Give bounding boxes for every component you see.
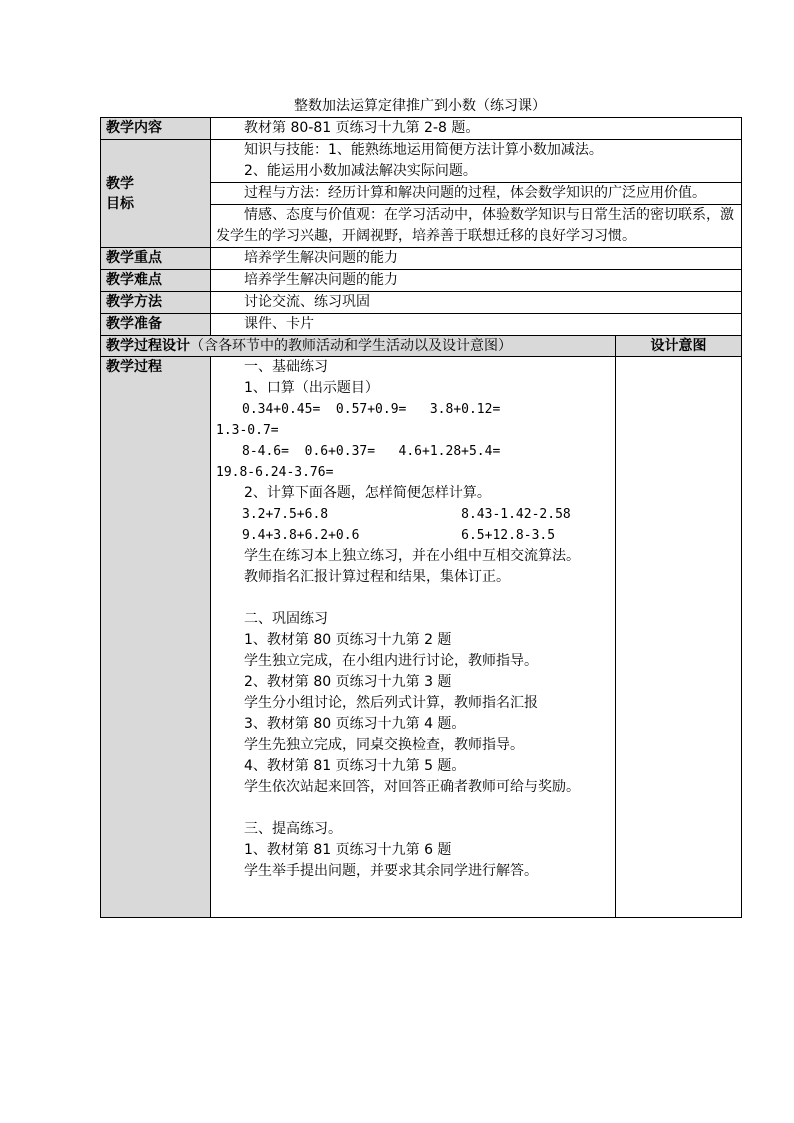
label-method: 教学方法 [101, 292, 211, 314]
value-process: 一、基础练习 1、口算（出示题目） 0.34+0.45= 0.57+0.9= 3.8+0.12= 1.3-0.7= 8-4.6= 0.6+0.37= 4.6+1.28+5.4= 19.8-6.24-3.76= 2、计算下面各题，怎样简便怎样计算。 3.2+7.5+6.8 8.43-1.42-2.58 9.4+3.8+6.2+0.6 6.5+12.8-3.5 学生在练习本上独立练习，并在小组中互相交流算法。 教师指名汇报计算过程和结果，集体订正。 二、巩固练习 1、教材第 80 页练习十九第 2 题 学生独立完成，在小组内进行讨论，教师指导。 2、教材第 80 页练习十九第 3 题 学生分小组讨论，然后列式计算，教师指名汇报 3、教材第 80 页练习十九第 4 题。 学生先独立完成，同桌交换检查，教师指导。 4、教材第 81 页练习十九第 5 题。 学生依次站起来回答，对回答正确者教师可给与奖励。 三、提高练习。 1、教材第 81 页练习十九第 6 题 学生举手提出问题，并要求其余同学进行解答。 [211, 357, 616, 918]
value-method: 讨论交流、练习巩固 [211, 292, 742, 314]
label-key: 教学重点 [101, 248, 211, 270]
row-method [101, 292, 742, 314]
label-design: 教学过程设计（含各环节中的教师活动和学生活动以及设计意图） [101, 336, 616, 357]
label-prep: 教学准备 [101, 314, 211, 336]
label-difficulty: 教学难点 [101, 270, 211, 292]
row-process [101, 357, 742, 918]
label-process: 教学过程 [101, 357, 211, 918]
goal-knowledge: 知识与技能：1、能熟练地运用简便方法计算小数加减法。 2、能运用小数加减法解决实际问题。 [211, 140, 742, 183]
row-difficulty [101, 270, 742, 292]
value-design-intent [616, 357, 742, 918]
row-key [101, 248, 742, 270]
row-prep [101, 314, 742, 336]
goal-emotion: 情感、态度与价值观：在学习活动中，体验数学知识与日常生活的密切联系，激发学生的学习兴趣，开阔视野，培养善于联想迁移的良好学习习惯。 [211, 205, 742, 248]
lesson-plan-table [100, 117, 742, 918]
row-content [101, 118, 742, 140]
label-content: 教学内容 [101, 118, 211, 140]
value-content: 教材第 80-81 页练习十九第 2-8 题。 [211, 118, 742, 140]
row-goals [101, 140, 742, 183]
label-goals: 教学 目标 [101, 140, 211, 248]
value-prep: 课件、卡片 [211, 314, 742, 336]
row-design-header [101, 336, 742, 357]
value-key: 培养学生解决问题的能力 [211, 248, 742, 270]
goal-process: 过程与方法：经历计算和解决问题的过程，体会数学知识的广泛应用价值。 [211, 183, 742, 205]
document-title: 整数加法运算定律推广到小数（练习课） [294, 98, 546, 114]
label-design-intent: 设计意图 [616, 336, 742, 357]
value-difficulty: 培养学生解决问题的能力 [211, 270, 742, 292]
